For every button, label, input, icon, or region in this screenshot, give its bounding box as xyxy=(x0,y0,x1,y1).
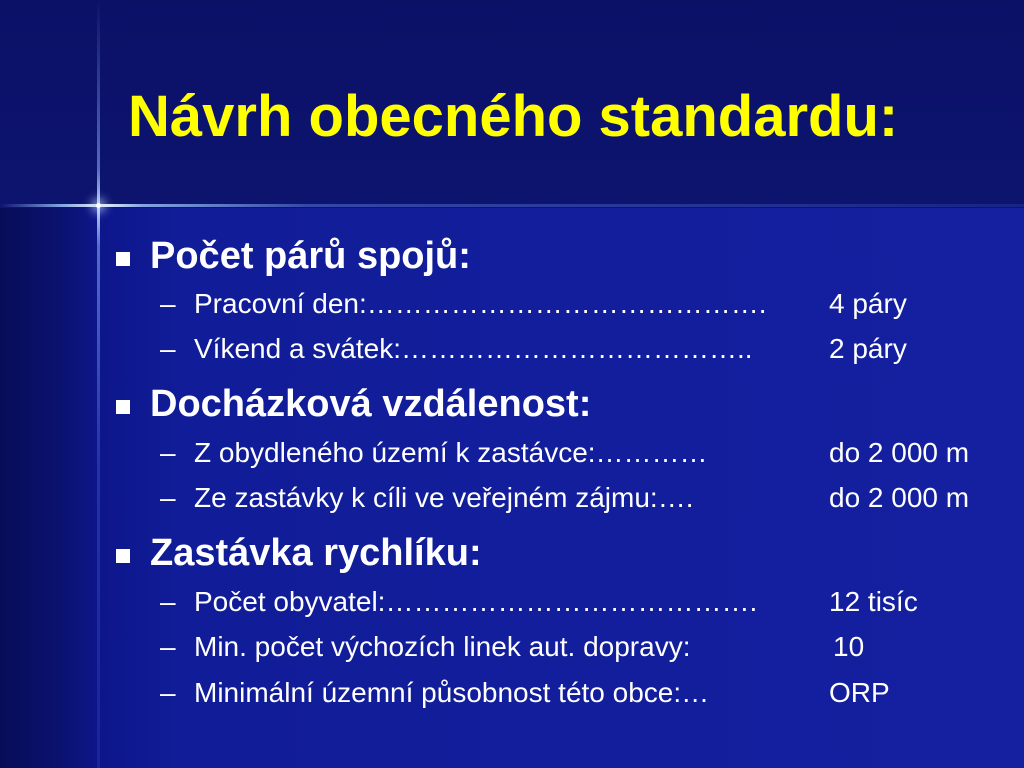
item-value: do 2 000 m xyxy=(829,437,970,468)
item-value: ORP xyxy=(829,677,890,708)
dash-marker: – xyxy=(160,482,176,513)
item-label: Ze zastávky k cíli ve veřejném zájmu:…. xyxy=(194,482,694,513)
square-bullet-icon xyxy=(116,549,130,563)
item-label: Min. počet výchozích linek aut. dopravy: xyxy=(194,631,691,662)
dash-marker: – xyxy=(160,288,176,319)
square-bullet-icon xyxy=(116,400,130,414)
slide-title: Návrh obecného standardu: xyxy=(128,84,899,149)
item-value: 4 páry xyxy=(829,288,907,319)
item-value: 2 páry xyxy=(829,333,907,364)
square-bullet-icon xyxy=(116,252,130,266)
item-label: Z obydleného území k zastávce:………… xyxy=(194,437,708,468)
item-value: 10 xyxy=(833,631,865,662)
heading-text: Docházková vzdálenost: xyxy=(150,383,592,425)
heading-text: Zastávka rychlíku: xyxy=(150,532,482,574)
item-label: Minimální územní působnost této obce:… xyxy=(194,677,710,708)
dash-marker: – xyxy=(160,333,176,364)
item-value: do 2 000 m xyxy=(829,482,970,513)
dash-marker: – xyxy=(160,677,176,708)
item-label: Víkend a svátek:……………………………….. xyxy=(194,333,753,364)
item-value: 12 tisíc xyxy=(829,586,918,617)
dash-marker: – xyxy=(160,586,176,617)
dash-marker: – xyxy=(160,631,176,662)
item-label: Počet obyvatel:…………………………………. xyxy=(194,586,758,617)
heading-text: Počet párů spojů: xyxy=(150,235,471,277)
item-label: Pracovní den:……………………………………. xyxy=(194,288,767,319)
dash-marker: – xyxy=(160,437,176,468)
